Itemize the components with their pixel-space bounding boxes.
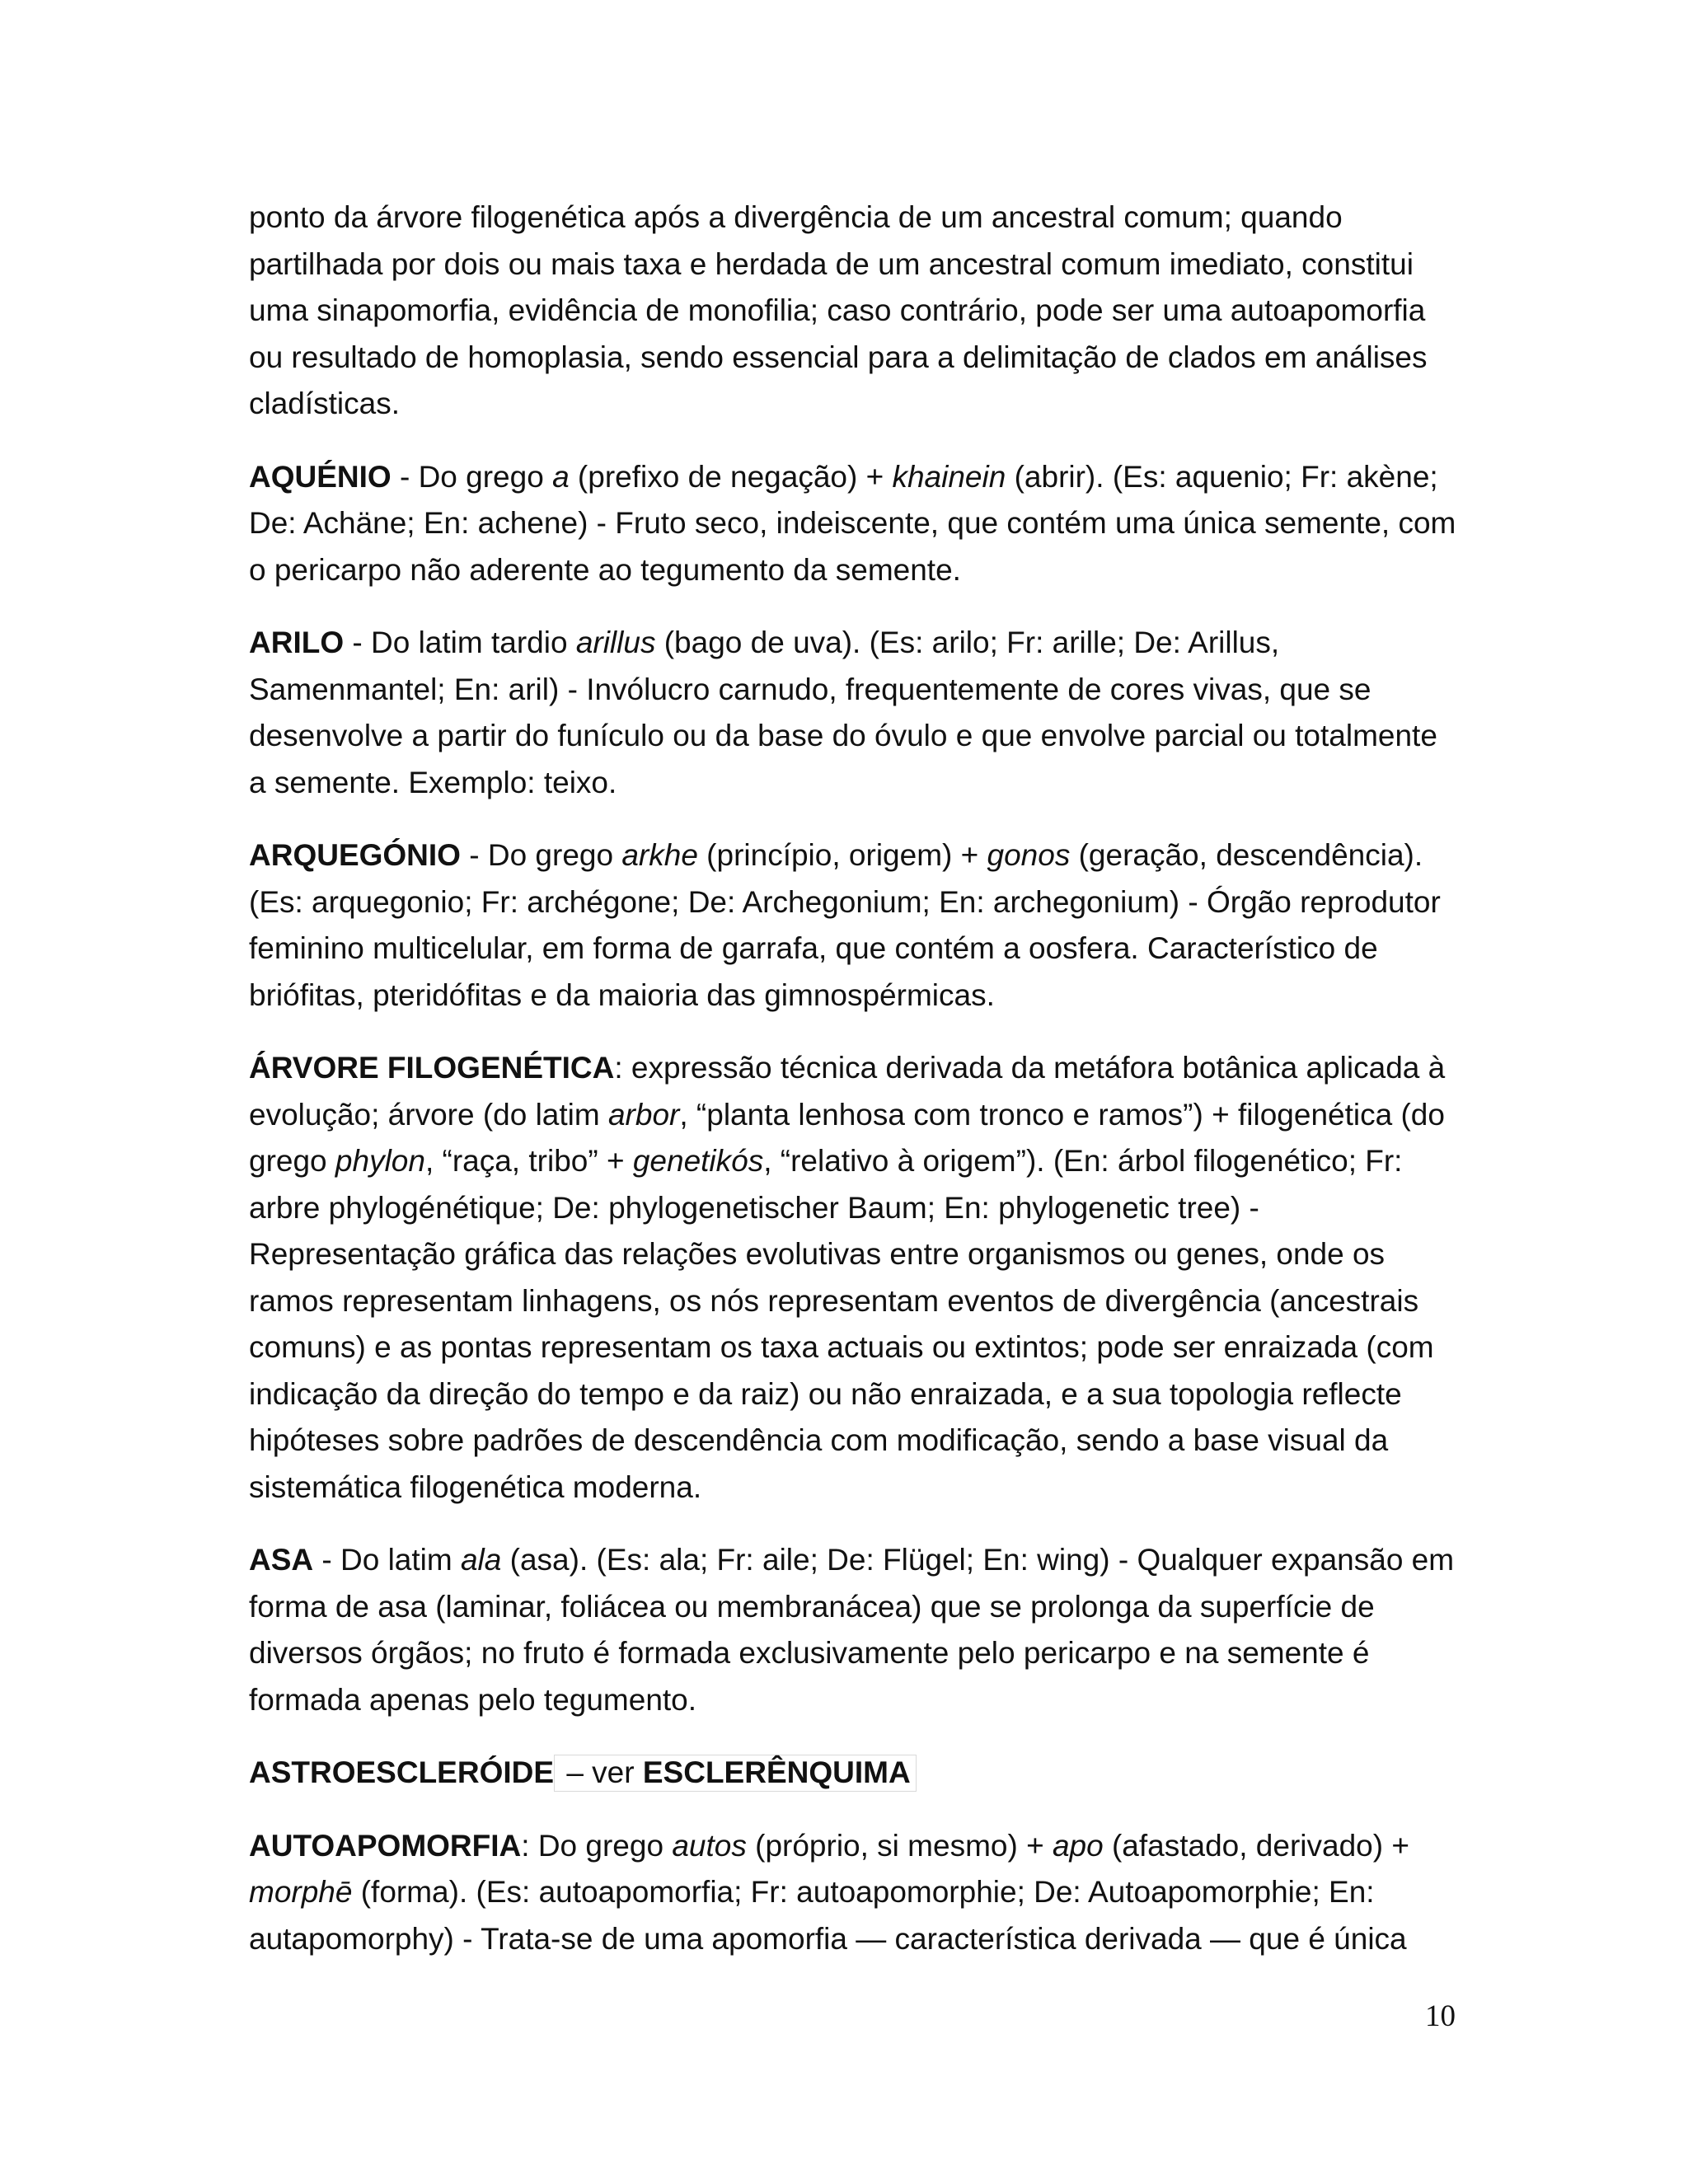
intro-paragraph: ponto da árvore filogenética após a divergência de um ancestral comum; quando partilhada por dois ou mais taxa e herdada de um ancestral comum imediato, constitui uma sinapomorfia, evidência de monofilia; caso contrário, pode ser uma autoapomorfia ou resultado de homoplasia, sendo essencial para a delimitação de clados em análises cladísticas.: [249, 200, 1428, 420]
entry-term: ASTROESCLERÓIDE: [249, 1755, 555, 1789]
entry-text: - Do grego: [391, 459, 553, 494]
entry-text: (princípio, origem) +: [697, 838, 987, 872]
entry-text: - Do latim: [313, 1543, 461, 1577]
entry-text: (próprio, si mesmo) +: [746, 1828, 1053, 1863]
entry-asa: [249, 1537, 1461, 1723]
entry-etymon: khainein: [892, 459, 1006, 494]
entry-aquenio: [249, 454, 1461, 594]
cross-reference-connector: – ver: [558, 1755, 643, 1789]
entry-etymon: apo: [1052, 1828, 1104, 1863]
entry-term: AUTOAPOMORFIA: [249, 1828, 522, 1863]
entry-etymon: genetikós: [632, 1144, 764, 1178]
entry-etymon: phylon: [335, 1144, 425, 1178]
entry-etymon: arbor: [607, 1097, 680, 1132]
entry-text: (abrir). (Es: aquenio; Fr: akène; De: Achäne; En: achene) - Fruto seco, indeiscente, que contém uma única semente, com o pericarpo não aderente ao tegumento da semente.: [249, 459, 1456, 587]
entry-arilo: [249, 620, 1461, 806]
entry-etymon: arillus: [575, 626, 656, 659]
entry-etymon: arkhe: [621, 838, 698, 872]
entry-etymon: morphē: [249, 1875, 353, 1909]
entry-term: ARILO: [249, 626, 345, 659]
entry-arvore-filogenetica: [249, 1045, 1461, 1511]
cross-reference-target: ESCLERÊNQUIMA: [642, 1755, 911, 1789]
entry-etymon: a: [552, 459, 570, 494]
entry-text: : expressão técnica derivada da metáfora botânica aplicada à evolução; árvore (do latim: [249, 1051, 1446, 1132]
entry-text: (forma). (Es: autoapomorfia; Fr: autoapomorphie; De: Autoapomorphie; En: autapomorphy) - Trata-se de uma apomorfia — característica derivada — que é única: [249, 1875, 1407, 1956]
entry-text: , “planta lenhosa com tronco e ramos”) + filogenética (do grego: [249, 1097, 1445, 1178]
entry-text: (prefixo de negação) +: [569, 459, 893, 494]
page-number: 10: [1425, 1999, 1456, 2033]
entry-etymon: autos: [672, 1828, 747, 1863]
entry-term: AQUÉNIO: [249, 459, 392, 494]
entry-text: , “relativo à origem”). (En: árbol filogenético; Fr: arbre phylogénétique; De: phylogenetischer Baum; En: phylogenetic tree) - Representação gráfica das relações evolutivas entre organismos ou genes, onde os ramos representam linhagens, os nós representam eventos de divergência (ancestrais comuns) e as pontas representam os taxa actuais ou extintos; pode ser enraizada (com indicação da direção do tempo e da raiz) ou não enraizada, e a sua topologia reflecte hipóteses sobre padrões de descendência com modificação, sendo a base visual da sistemática filogenética moderna.: [249, 1144, 1434, 1504]
entry-term: ÁRVORE FILOGENÉTICA: [249, 1051, 615, 1085]
entry-text: (asa). (Es: ala; Fr: aile; De: Flügel; En: wing) - Qualquer expansão em forma de asa (laminar, foliácea ou membranácea) que se prolonga da superfície de diversos órgãos; no fruto é formada exclusivamente pelo pericarpo e na semente é formada apenas pelo tegumento.: [249, 1543, 1455, 1717]
entry-etymon: ala: [460, 1543, 502, 1577]
entry-text: (geração, descendência). (Es: arquegonio; Fr: archégone; De: Archegonium; En: archegonium) - Órgão reprodutor feminino multicelular, em forma de garrafa, que contém a oosfera. Característico de briófitas, pteridófitas e da maioria das gimnospérmicas.: [249, 838, 1441, 1012]
cross-reference-link[interactable]: [554, 1755, 917, 1792]
entry-arquegonio: [249, 832, 1461, 1019]
entry-term: ASA: [249, 1543, 314, 1577]
entry-term: ARQUEGÓNIO: [249, 838, 461, 872]
entry-text: : Do grego: [521, 1828, 673, 1863]
entry-astroescleroide: [249, 1750, 1461, 1797]
entry-text: - Do grego: [460, 838, 622, 872]
entry-etymon: gonos: [987, 838, 1071, 872]
entry-text: , “raça, tribo” +: [424, 1144, 633, 1178]
entry-text: (bago de uva). (Es: arilo; Fr: arille; De: Arillus, Samenmantel; En: aril) - Invólucro carnudo, frequentemente de cores vivas, que se desenvolve a partir do funículo ou da base do óvulo e que envolve parcial ou totalmente a semente. Exemplo: teixo.: [249, 626, 1437, 799]
glossary-body: [249, 194, 1461, 1989]
entry-text: (afastado, derivado) +: [1103, 1828, 1409, 1863]
entry-autoapomorfia: [249, 1823, 1461, 1963]
entry-text: - Do latim tardio: [344, 626, 576, 659]
